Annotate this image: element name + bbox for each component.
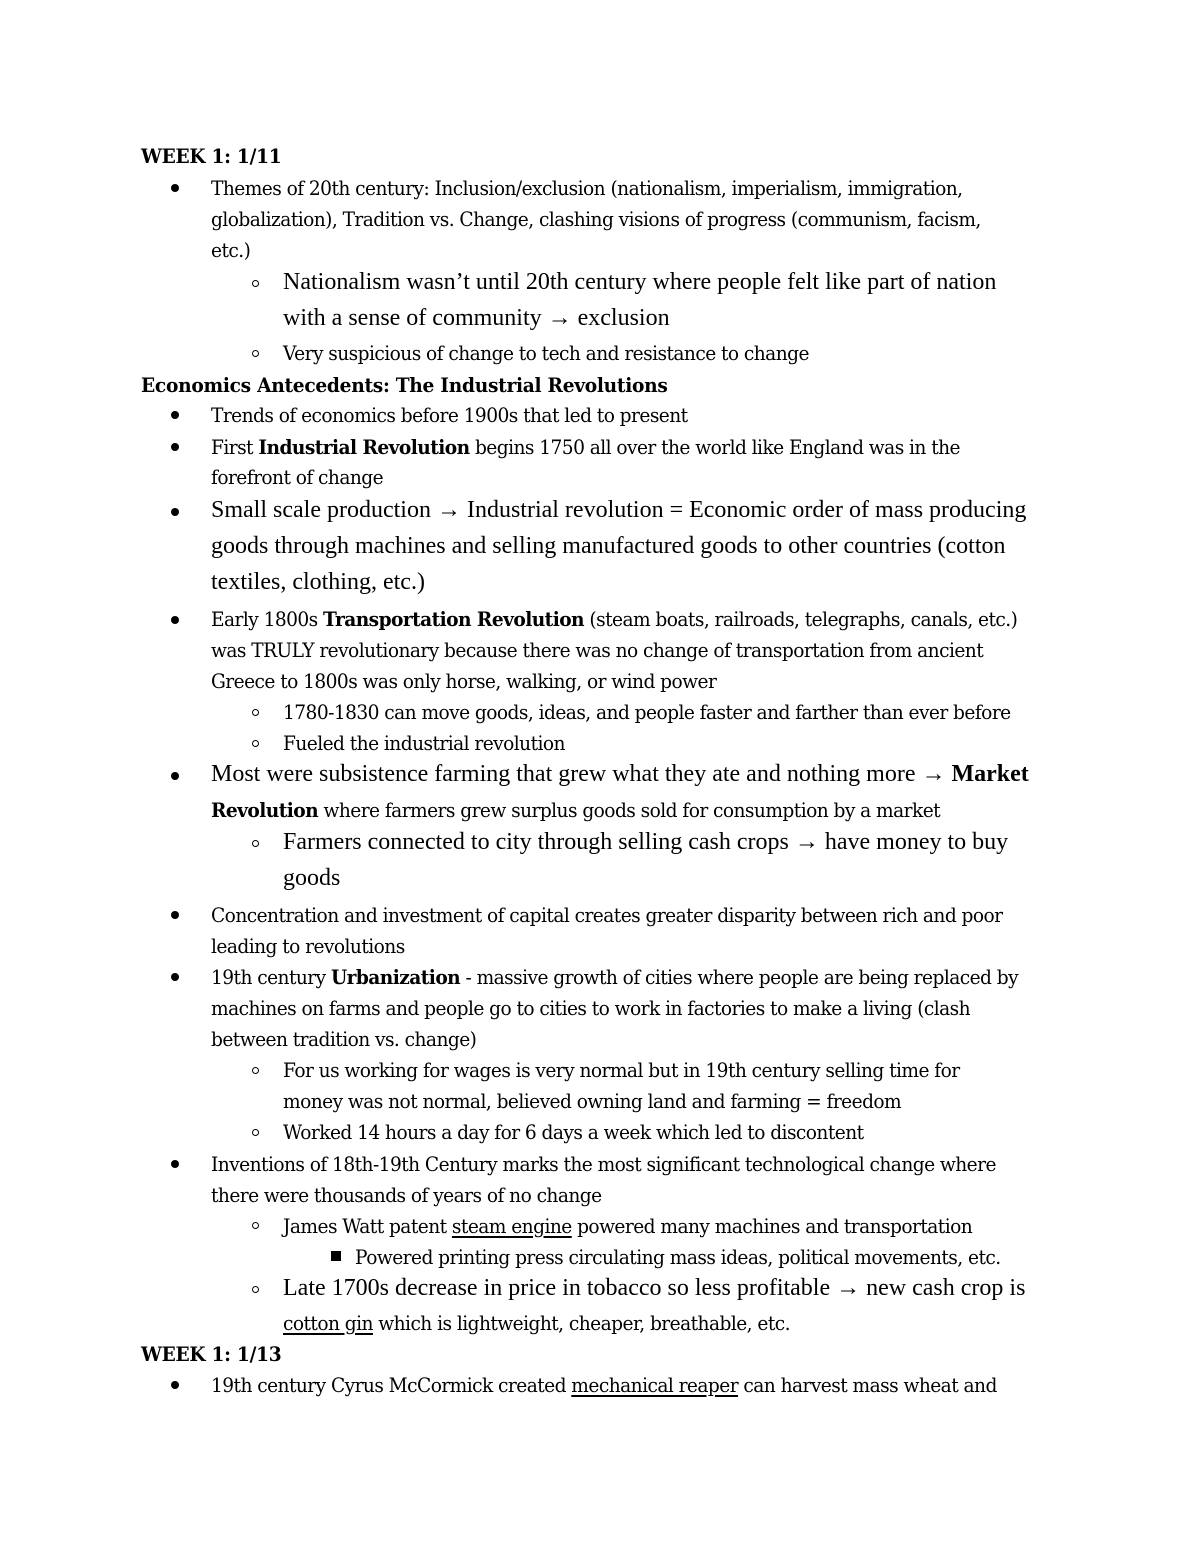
nationalism-line-1: Nationalism wasn’t until 20th century where people felt like part of nation [283,269,997,295]
transport-sub-1: 1780-1830 can move goods, ideas, and people faster and farther than ever before [283,700,1011,724]
tobacco-line-1: Late 1700s decrease in price in tobacco so less profitable → new cash crop is [283,1275,1026,1301]
inventions-line-1: Inventions of 18th-19th Century marks the most significant technological change where [211,1152,996,1176]
sub-bullet-circle [252,740,259,747]
inventions-line-2: there were thousands of years of no change [211,1183,602,1207]
first-ir-line-2: forefront of change [211,465,384,489]
transport-line-2: was TRULY revolutionary because there was no change of transportation from ancient [211,638,984,662]
bullet-dot [171,911,179,919]
watt-line: James Watt patent steam engine powered many machines and transportation [283,1214,973,1238]
urban-line-1: 19th century Urbanization - massive growth of cities where people are being replaced by [211,965,1019,989]
bullet-dot [171,1160,179,1168]
themes-line-3: etc.) [211,238,251,262]
week-heading-1-11: WEEK 1: 1/11 [141,144,282,168]
bullet-dot [171,973,179,981]
capital-line-1: Concentration and investment of capital creates greater disparity between rich and poor [211,903,1003,927]
urban-line-2: machines on farms and people go to cities to work in factories to make a living (clash [211,996,971,1020]
urban-line-3: between tradition vs. change) [211,1027,477,1051]
trends-line: Trends of economics before 1900s that led to present [211,403,688,427]
week-heading-1-13: WEEK 1: 1/13 [141,1342,282,1366]
capital-line-2: leading to revolutions [211,934,405,958]
sub-bullet-circle [252,1286,259,1293]
farmers-line-1: Farmers connected to city through selling cash crops → have money to buy [283,829,1009,855]
urbanization-term: Urbanization [330,965,461,989]
transport-line-1: Early 1800s Transportation Revolution (steam boats, railroads, telegraphs, canals, etc.) [211,607,1018,631]
cotton-gin-line: cotton gin which is lightweight, cheaper, breathable, etc. [283,1311,790,1335]
small-scale-line-1: Small scale production → Industrial revolution = Economic order of mass producing [211,497,1027,523]
printing-press-line: Powered printing press circulating mass ideas, political movements, etc. [355,1245,1001,1269]
revolution-term: Revolution [211,798,319,822]
bullet-dot [171,184,179,192]
mccormick-line: 19th century Cyrus McCormick created mechanical reaper can harvest mass wheat and [211,1373,997,1397]
transport-sub-2: Fueled the industrial revolution [283,731,565,755]
bullet-dot [171,411,179,419]
farmers-line-2: goods [283,865,341,891]
worked-hours-line: Worked 14 hours a day for 6 days a week which led to discontent [283,1120,864,1144]
transport-line-3: Greece to 1800s was only horse, walking, or wind power [211,669,717,693]
mechanical-reaper-term: mechanical reaper [571,1373,739,1397]
sub-bullet-circle [252,1222,259,1229]
wages-line-1: For us working for wages is very normal but in 19th century selling time for [283,1058,960,1082]
sub-bullet-circle [252,350,259,357]
sub-bullet-circle [252,1067,259,1074]
sub-sub-bullet-square [331,1251,341,1261]
market-line-1: Most were subsistence farming that grew what they ate and nothing more → Market [211,761,1029,787]
wages-line-2: money was not normal, believed owning land and farming = freedom [283,1089,902,1113]
bullet-dot [171,772,179,780]
industrial-revolution-term: Industrial Revolution [258,435,470,459]
sub-bullet-circle [252,1129,259,1136]
nationalism-line-2: with a sense of community → exclusion [283,305,670,331]
bullet-dot [171,616,179,624]
bullet-dot [171,508,179,516]
cotton-gin-term: cotton gin [283,1311,373,1335]
sub-bullet-circle [252,280,259,287]
suspicious-line: Very suspicious of change to tech and resistance to change [283,341,809,365]
themes-line-2: globalization), Tradition vs. Change, clashing visions of progress (communism, facism, [211,207,981,231]
bullet-dot [171,1381,179,1389]
steam-engine-term: steam engine [451,1214,572,1238]
economics-heading: Economics Antecedents: The Industrial Revolutions [141,373,668,397]
sub-bullet-circle [252,709,259,716]
first-ir-line-1: First Industrial Revolution begins 1750 all over the world like England was in the [211,435,960,459]
market-line-2: Revolution where farmers grew surplus goods sold for consumption by a market [211,798,941,822]
bullet-dot [171,443,179,451]
market-term: Market [951,761,1029,787]
transportation-revolution-term: Transportation Revolution [323,607,585,631]
themes-line-1: Themes of 20th century: Inclusion/exclusion (nationalism, imperialism, immigration, [211,176,963,200]
small-scale-line-2: goods through machines and selling manufactured goods to other countries (cotton [211,533,1006,559]
sub-bullet-circle [252,840,259,847]
small-scale-line-3: textiles, clothing, etc.) [211,569,425,595]
